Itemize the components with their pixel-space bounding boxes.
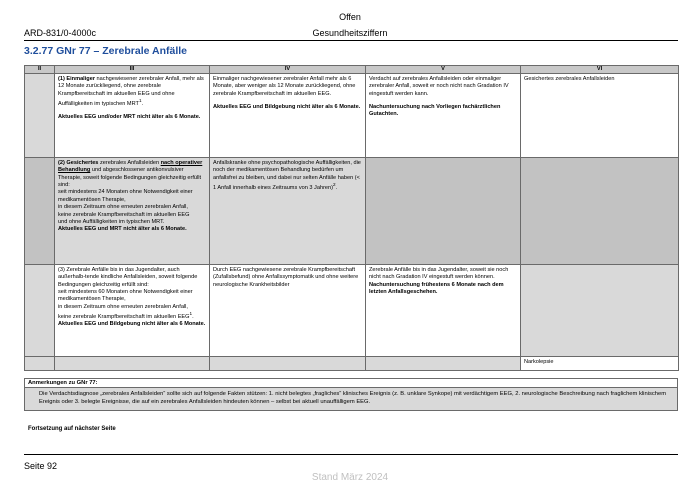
table-cell xyxy=(55,158,210,265)
cell-text-tail: . xyxy=(335,184,338,191)
column-header: II xyxy=(25,66,55,74)
cell-text: Verdacht auf zerebrales Anfallsleiden oder einmaliger zerebraler Anfall, soweit er noch nicht nach Gradation IV eingestuft werden kann. xyxy=(369,75,509,97)
footnote-ref: 1 xyxy=(138,98,142,103)
table-row xyxy=(25,74,679,158)
column-header: V xyxy=(366,66,521,74)
cell-text-tail: . xyxy=(141,100,144,107)
header-divider xyxy=(24,40,678,41)
section-title: 3.2.77 GNr 77 – Zerebrale Anfälle xyxy=(24,45,188,57)
document-id: ARD-831/0-4000c xyxy=(24,28,97,38)
column-header: VI xyxy=(521,66,679,74)
cell-requirement: Nachuntersuchung nach Vorliegen fachärztlichen Gutachten. xyxy=(369,104,501,118)
cell-requirement: Aktuelles EEG und Bildgebung nicht älter als 6 Monate. xyxy=(58,321,206,328)
cell-text: Anfallskranke ohne psychopathologische Auffälligkeiten, die noch der medikamentösen Behandlung bedürfen um anfallsfrei zu bleiben, und dabei nur selten Anfälle haben (< 1 Anfall innerhalb eines Zeitraums von 3 Jahren) xyxy=(213,159,361,191)
table-cell xyxy=(55,265,210,357)
table-cell xyxy=(25,158,55,265)
column-header: IV xyxy=(210,66,366,74)
page-number: Seite 92 xyxy=(24,461,58,471)
table-cell xyxy=(25,74,55,158)
cell-text-tail: . xyxy=(192,313,194,320)
footnote-ref: 1 xyxy=(189,311,193,317)
table-cell xyxy=(366,158,521,265)
footer-divider xyxy=(24,454,678,455)
continuation-note: Fortsetzung auf nächster Seite xyxy=(28,426,116,432)
gradation-table xyxy=(24,65,679,371)
table-cell xyxy=(55,74,210,158)
row-lead: (1) Einmaliger xyxy=(58,75,95,82)
cell-text: (3) Zerebrale Anfälle bis in das Jugendalter, auch außerhalb-tende kindliche Anfallsleiden, soweit folgende Bedingungen gleichzeitig erfüllt sind: xyxy=(58,266,198,288)
table-cell xyxy=(521,265,679,357)
table-cell xyxy=(366,265,521,357)
table-cell xyxy=(521,158,679,265)
table-cell xyxy=(210,158,366,265)
table-cell xyxy=(366,74,521,158)
notes-heading: Anmerkungen zu GNr 77: xyxy=(24,378,678,388)
table-cell xyxy=(210,74,366,158)
cell-text: zerebrales Anfallsleiden xyxy=(98,159,161,166)
cell-text: und abgeschlossener antikonvulsiver Therapie, soweit folgende Bedingungen gleichzeitig erfüllt sind: xyxy=(58,167,202,188)
notes-box xyxy=(24,378,678,411)
table-row xyxy=(25,357,679,371)
cell-line: keine zerebrale Krampfbereitschaft im aktuellen EEG xyxy=(58,211,190,218)
document-subject: Gesundheitsziffern xyxy=(312,28,388,38)
table-row xyxy=(25,158,679,265)
cell-line: seit mindestens 24 Monaten ohne Notwendigkeit einer medikamentösen Therapie, xyxy=(58,189,193,203)
cell-line: und ohne Auffälligkeiten im typischen MRT. xyxy=(58,218,165,225)
cell-requirement: Aktuelles EEG und/oder MRT nicht älter als 6 Monate. xyxy=(58,114,201,121)
classification-label: Offen xyxy=(339,12,361,22)
cell-text: Durch EEG nachgewiesene zerebrale Krampfbereitschaft (Zufallsbefund) ohne Anfallssymptomatik und ohne weitere neurologische Krankheitsbilder xyxy=(213,266,359,288)
table-cell xyxy=(210,265,366,357)
table-cell xyxy=(210,357,366,371)
cell-line: seit mindestens 60 Monaten ohne Notwendigkeit einer medikamentösen Therapie, xyxy=(58,289,193,303)
table-cell xyxy=(366,357,521,371)
cell-requirement: Aktuelles EEG und MRT nicht älter als 6 Monate. xyxy=(58,226,187,233)
column-header: III xyxy=(55,66,210,74)
cell-text: Gesichertes zerebrales Anfallsleiden xyxy=(524,75,615,82)
cell-text: Einmaliger nachgewiesener zerebraler Anfall mehr als 6 Monate, aber weniger als 12 Monate zurückliegend, ohne zerebrale Krampfbereitschaft im aktuellen EEG. xyxy=(213,75,356,97)
table-cell xyxy=(25,265,55,357)
cell-emphasis: nach operativer Behandlung xyxy=(58,159,203,174)
cell-line: in diesem Zeitraum ohne erneuten zerebralen Anfall, xyxy=(58,204,188,211)
cell-line: keine zerebrale Krampfbereitschaft im aktuellen EEG xyxy=(58,313,190,320)
cell-line: in diesem Zeitraum ohne erneuten zerebralen Anfall, xyxy=(58,303,188,310)
cell-requirement: Aktuelles EEG und Bildgebung nicht älter als 6 Monate. xyxy=(213,104,361,110)
table-cell xyxy=(25,357,55,371)
cell-text: Narkolepsie xyxy=(524,358,554,365)
table-cell xyxy=(55,357,210,371)
cell-text: nachgewiesener zerebraler Anfall, mehr als 12 Monate zurückliegend, ohne zerebrale Krampfbereitschaft im aktuellen EEG und ohne Auffälligkeiten im typischen MRT xyxy=(58,75,204,107)
cell-text: Zerebrale Anfälle bis in das Jugendalter, soweit sie noch nicht nach Gradation IV eingestuft werden können. xyxy=(369,266,509,281)
row-lead: (2) Gesichertes xyxy=(58,159,99,166)
table-row xyxy=(25,265,679,357)
notes-body: Die Verdachtsdiagnose „zerebrales Anfallsleiden“ sollte sich auf folgende Fakten stützen: 1. nicht belegtes „fragliches“ klinisches Ereignis (z. B. unklare Synkope) mit verdächtigem EEG, 2. neurologische Beschreibung nach fraglichem klinischem Ereignis oder 3. belegte Ereignisse, die auf ein zerebrales Anfallsleiden hindeuten können – selbst bei aktuell unauffälligem EEG. xyxy=(24,388,678,411)
cell-requirement: Nachuntersuchung frühestens 6 Monate nach dem letzten Anfallsgeschehen. xyxy=(369,281,504,295)
version-stamp: Stand März 2024 xyxy=(311,472,389,483)
table-cell xyxy=(521,74,679,158)
table-cell xyxy=(521,357,679,371)
table-header-row xyxy=(25,66,679,74)
footnote-ref: 2 xyxy=(333,182,336,187)
